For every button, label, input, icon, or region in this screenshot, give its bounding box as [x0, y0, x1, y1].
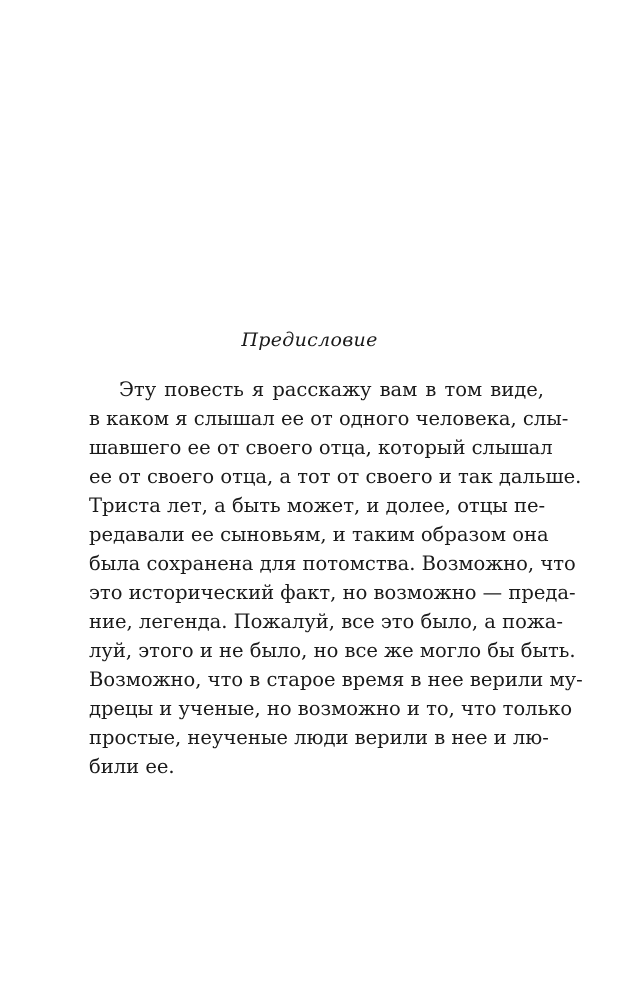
text-line: Возможно, что в старое время в нее верили му-: [89, 668, 583, 691]
text-line: простые, неученые люди верили в нее и лю-: [89, 726, 549, 749]
text-line: в каком я слышал ее от одного человека, слы-: [89, 407, 569, 430]
text-line: били ее.: [89, 755, 175, 778]
text-line: ние, легенда. Пожалуй, все это было, а пожа-: [89, 610, 563, 633]
text-line: луй, этого и не было, но все же могло бы быть.: [89, 639, 576, 662]
text-line: Эту повесть я расскажу вам в том виде,: [119, 378, 544, 401]
text-line: это исторический факт, но возможно — преда-: [89, 581, 576, 604]
text-line: редавали ее сыновьям, и таким образом она: [89, 523, 549, 546]
text-line: дрецы и ученые, но возможно и то, что только: [89, 697, 573, 720]
text-line: ее от своего отца, а тот от своего и так дальше.: [89, 465, 582, 488]
page-heading: Предисловие: [241, 329, 378, 351]
text-line: шавшего ее от своего отца, который слышал: [89, 436, 553, 459]
text-line: была сохранена для потомства. Возможно, что: [89, 552, 576, 575]
preface-paragraph: [89, 375, 583, 781]
text-line: Триста лет, а быть может, и долее, отцы пе-: [89, 494, 546, 517]
